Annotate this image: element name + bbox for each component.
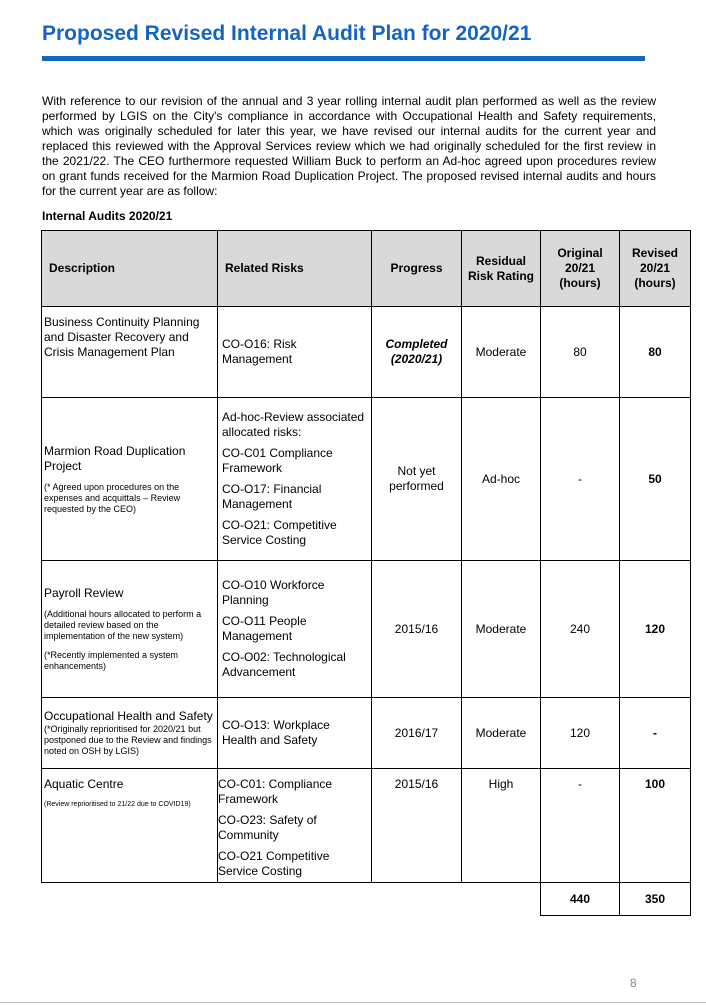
row-related-risks (218, 561, 372, 698)
row-residual-risk: Moderate (462, 698, 541, 769)
row-progress: 2016/17 (372, 698, 462, 769)
row-progress: 2015/16 (372, 769, 462, 883)
table-row (42, 307, 691, 398)
risk-item: CO-O23: Safety of Community (218, 813, 317, 842)
row-note: (Additional hours allocated to perform a detailed review based on the implementation of the new system) (44, 609, 202, 641)
header-description: Description (42, 231, 218, 307)
total-revised-hours: 350 (620, 883, 691, 916)
row-description (42, 698, 218, 769)
row-related-risks (218, 769, 372, 883)
risk-item: CO-O13: Workplace Health and Safety (222, 718, 330, 747)
page-title: Proposed Revised Internal Audit Plan for 2020/21 (42, 22, 532, 45)
header-progress: Progress (372, 231, 462, 307)
row-note: (*Originally reprioritised for 2020/21 but postponed due to the Review and findings noted on OSH by LGIS) (44, 724, 212, 756)
row-description (42, 307, 218, 398)
row-description (42, 561, 218, 698)
risk-item: CO-O17: Financial Management (222, 482, 322, 511)
risk-item: CO-O21 Competitive Service Costing (218, 849, 330, 878)
risk-item: CO-O11 People Management (222, 614, 307, 643)
row-residual-risk: Moderate (462, 561, 541, 698)
row-description (42, 398, 218, 561)
risk-item: CO-C01: Compliance Framework (218, 777, 333, 806)
table-row (42, 561, 691, 698)
row-progress: Not yet performed (372, 398, 462, 561)
row-progress: Completed (2020/21) (372, 307, 462, 398)
row-note: (*Recently implemented a system enhancements) (44, 650, 179, 671)
table-row (42, 398, 691, 561)
row-original-hours: 80 (541, 307, 620, 398)
risk-item: CO-O16: Risk Management (222, 337, 297, 366)
total-original-hours: 440 (541, 883, 620, 916)
table-row (42, 769, 691, 883)
row-related-risks (218, 398, 372, 561)
row-revised-hours: 80 (620, 307, 691, 398)
risk-item: CO-O02: Technological Advancement (222, 650, 346, 679)
row-description-text: Payroll Review (44, 586, 124, 600)
row-related-risks (218, 698, 372, 769)
header-related-risks: Related Risks (218, 231, 372, 307)
risk-item: Ad-hoc-Review associated allocated risks: (222, 410, 365, 439)
page-number: 8 (630, 976, 637, 990)
row-related-risks (218, 307, 372, 398)
page-bottom-divider (0, 1002, 706, 1003)
row-description-text: Marmion Road Duplication Project (44, 443, 186, 473)
row-residual-risk: Moderate (462, 307, 541, 398)
row-description-text: Occupational Health and Safety (44, 709, 213, 723)
header-revised-hours: Revised 20/21 (hours) (620, 231, 691, 307)
row-original-hours: 240 (541, 561, 620, 698)
table-row (42, 698, 691, 769)
table-header-row (42, 231, 691, 307)
row-note: (* Agreed upon procedures on the expenses and acquittals – Review requested by the CEO) (44, 481, 181, 514)
row-original-hours: 120 (541, 698, 620, 769)
intro-paragraph: With reference to our revision of the annual and 3 year rolling internal audit plan performed as well as the review performed by LGIS on the City's compliance in accordance with Occupational Health and Safety requirements, which was originally scheduled for later this year, we have revised our internal audits for the current year and replaced this reviewed with the Approval Services review which we had originally scheduled for the first review in the 2021/22. The CEO furthermore requested William Buck to perform an Ad-hoc agreed upon procedures review on grant funds received for the Marmion Road Duplication Project. The proposed revised internal audits and hours for the current year are as follow: (42, 94, 656, 198)
section-heading: Internal Audits 2020/21 (42, 209, 173, 223)
row-residual-risk: High (462, 769, 541, 883)
row-original-hours: - (541, 769, 620, 883)
totals-row (42, 883, 691, 916)
risk-item: CO-C01 Compliance Framework (222, 446, 333, 475)
header-residual-risk: Residual Risk Rating (462, 231, 541, 307)
row-original-hours: - (541, 398, 620, 561)
audit-plan-table (41, 230, 691, 916)
row-revised-hours: - (620, 698, 691, 769)
risk-item: CO-O21: Competitive Service Costing (222, 518, 337, 547)
row-description (42, 769, 218, 883)
row-note: (Review reprioritised to 21/22 due to COVID19) (44, 801, 191, 808)
row-description-text: Business Continuity Planning and Disaster Recovery and Crisis Management Plan (44, 315, 200, 359)
header-original-hours: Original 20/21 (hours) (541, 231, 620, 307)
row-revised-hours: 100 (620, 769, 691, 883)
title-underline (42, 56, 645, 61)
row-description-text: Aquatic Centre (44, 777, 124, 791)
row-revised-hours: 50 (620, 398, 691, 561)
risk-item: CO-O10 Workforce Planning (222, 578, 325, 607)
row-residual-risk: Ad-hoc (462, 398, 541, 561)
row-revised-hours: 120 (620, 561, 691, 698)
row-progress: 2015/16 (372, 561, 462, 698)
